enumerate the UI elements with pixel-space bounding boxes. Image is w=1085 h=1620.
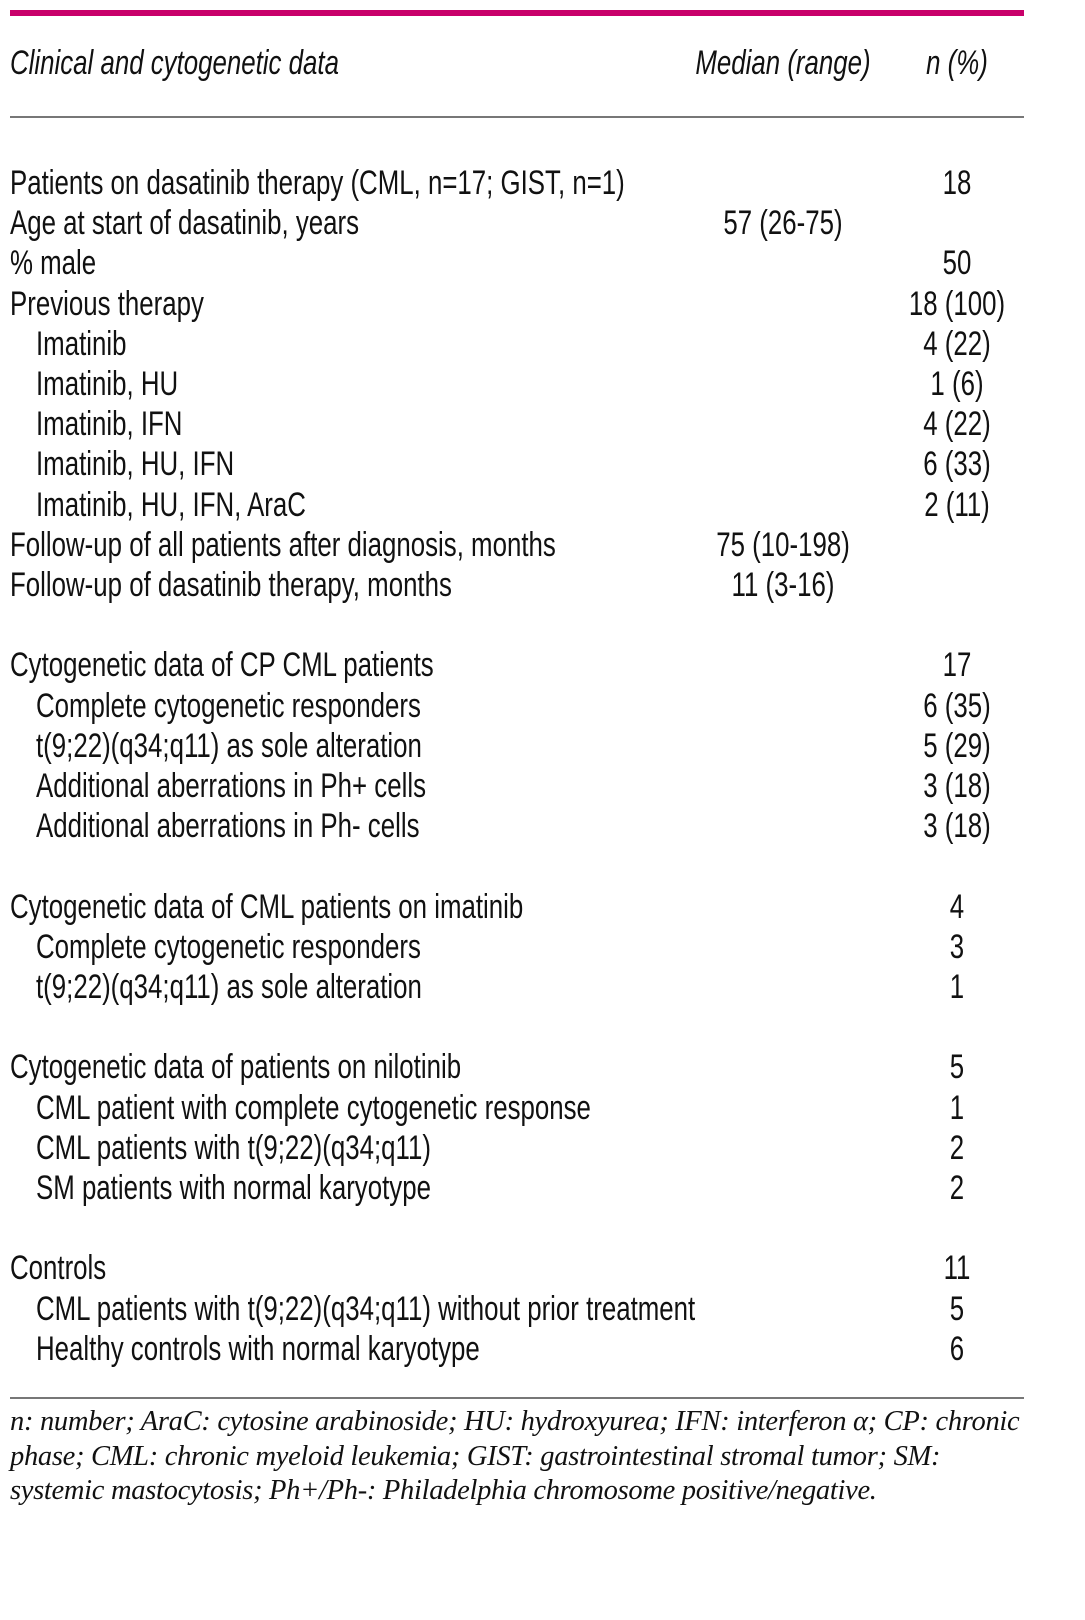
row-n: 2: [949, 1128, 965, 1167]
table-row: [0, 364, 1085, 404]
row-n: 5: [949, 1048, 965, 1087]
table-row: [0, 1128, 1085, 1168]
table-row: [0, 284, 1085, 324]
table-row: [0, 645, 1085, 685]
row-n: 4 (22): [923, 405, 991, 444]
row-n: 1 (6): [930, 365, 984, 403]
row-label: Cytogenetic data of CP CML patients: [10, 646, 434, 685]
table-row: [0, 525, 1085, 565]
row-label: Follow-up of all patients after diagnosis, months: [10, 525, 556, 564]
table-row: [0, 243, 1085, 283]
row-n: 18 (100): [908, 284, 1006, 323]
row-label: Cytogenetic data of CML patients on imatinib: [10, 887, 524, 926]
row-label: Follow-up of dasatinib therapy, months: [10, 566, 452, 604]
row-label: Complete cytogenetic responders: [36, 686, 421, 725]
row-label: Healthy controls with normal karyotype: [36, 1329, 480, 1368]
row-label: Imatinib, HU: [36, 365, 179, 403]
row-n: 18: [942, 164, 972, 202]
table-row: [0, 1168, 1085, 1208]
table-row: [0, 404, 1085, 444]
table-row: [0, 967, 1085, 1007]
row-label: Previous therapy: [10, 284, 204, 323]
row-label: Additional aberrations in Ph- cells: [36, 807, 420, 846]
row-n: 4: [949, 887, 965, 926]
bottom-rule: [10, 1397, 1024, 1399]
table-row: [0, 163, 1085, 203]
table-row: [0, 485, 1085, 525]
row-label: CML patient with complete cytogenetic response: [36, 1088, 591, 1127]
table-row: [0, 1289, 1085, 1329]
table-row: [0, 1047, 1085, 1087]
table-row: [0, 203, 1085, 243]
row-n: 3 (18): [923, 807, 991, 846]
row-label: Additional aberrations in Ph+ cells: [36, 767, 426, 805]
row-n: 5 (29): [923, 726, 991, 765]
table-row: [0, 1248, 1085, 1288]
table-row: [0, 1329, 1085, 1369]
row-n: 3 (18): [923, 767, 991, 805]
header-median-range: Median (range): [695, 44, 871, 82]
table-row: [0, 766, 1085, 806]
row-n: 50: [942, 244, 972, 283]
row-label: Imatinib, HU, IFN, AraC: [36, 485, 306, 524]
row-label: Cytogenetic data of patients on nilotinib: [10, 1048, 462, 1087]
row-median: 75 (10-198): [716, 525, 850, 564]
row-n: 5: [949, 1289, 965, 1328]
row-n: 17: [942, 646, 972, 685]
table-row: [0, 1088, 1085, 1128]
table-row: [0, 565, 1085, 605]
row-label: t(9;22)(q34;q11) as sole alteration: [36, 968, 422, 1006]
row-n: 6: [949, 1329, 965, 1368]
row-n: 11: [943, 1249, 971, 1288]
header-n-percent: n (%): [926, 44, 988, 82]
row-label: Imatinib, HU, IFN: [36, 445, 235, 484]
row-label: t(9;22)(q34;q11) as sole alteration: [36, 726, 422, 765]
header-clinical-data: Clinical and cytogenetic data: [10, 44, 339, 82]
row-label: Complete cytogenetic responders: [36, 927, 421, 966]
top-accent-bar: [10, 10, 1024, 16]
table-row: [0, 887, 1085, 927]
row-label: SM patients with normal karyotype: [36, 1169, 431, 1207]
row-median: 11 (3-16): [731, 566, 835, 604]
table-row: [0, 686, 1085, 726]
table-footnote: n: number; AraC: cytosine arabinoside; HU: hydroxyurea; IFN: interferon α; CP: chronic phase; CML: chronic myeloid leukemia; GIST: gastrointestinal stromal tumor; SM: systemic mastocytosis; Ph+/Ph-: Philadelphia chromosome positive/negative.: [10, 1406, 1020, 1506]
table-row: [0, 444, 1085, 484]
row-n: 6 (33): [923, 445, 991, 484]
row-label: CML patients with t(9;22)(q34;q11): [36, 1128, 431, 1167]
row-n: 2: [949, 1169, 965, 1207]
row-label: Controls: [10, 1249, 107, 1288]
row-n: 1: [949, 968, 965, 1006]
row-n: 6 (35): [923, 686, 991, 725]
row-label: Patients on dasatinib therapy (CML, n=17; GIST, n=1): [10, 164, 625, 202]
row-n: 3: [949, 927, 965, 966]
table-row: [0, 806, 1085, 846]
table-row: [0, 324, 1085, 364]
row-label: Imatinib: [36, 324, 127, 363]
row-label: Imatinib, IFN: [36, 405, 183, 444]
table-row: [0, 726, 1085, 766]
row-n: 2 (11): [924, 485, 990, 524]
table-row: [0, 927, 1085, 967]
row-median: 57 (26-75): [723, 204, 843, 243]
row-label: Age at start of dasatinib, years: [10, 204, 360, 243]
row-n: 4 (22): [923, 324, 991, 363]
header-rule: [10, 116, 1024, 118]
row-label: CML patients with t(9;22)(q34;q11) without prior treatment: [36, 1289, 696, 1328]
row-label: % male: [10, 244, 97, 283]
row-n: 1: [949, 1088, 965, 1127]
